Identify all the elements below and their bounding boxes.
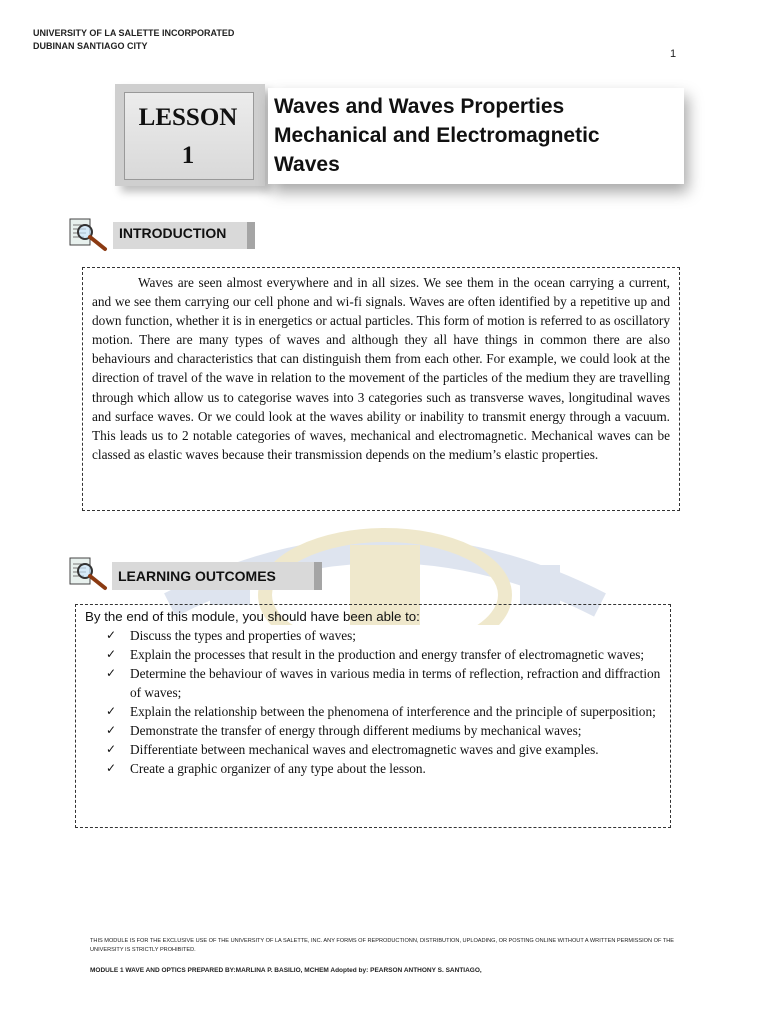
list-item	[106, 702, 666, 721]
introduction-paragraph: Waves are seen almost everywhere and in all sizes. We see them in the ocean carrying a current, and we see them carrying our cell phone and wi-fi signals. Waves are often identified by a repetitive up and down function, whether it is in energetics or actual particles. This form of motion is referred to as oscillatory motion. There are many types of waves and although they all have things in common there are also behaviours and characteristics that can distinguish them from each other. For example, we could look at the direction of travel of the wave in relation to the movement of the particles of the medium they are travelling through which allow us to categorise waves into 3 categories such as transverse waves, longitudinal waves and surface waves. Or we could look at the waves ability or inability to transmit energy through a vacuum. This leads us to 2 notable categories of waves, mechanical and electromagnetic. Mechanical waves can be classed as elastic waves because their transmission depends on the medium’s elastic properties.	[92, 275, 670, 462]
learning-outcomes-intro: By the end of this module, you should have been able to:	[85, 609, 420, 624]
list-item	[106, 759, 666, 778]
check-icon: ✓	[106, 628, 117, 642]
list-item	[106, 645, 666, 664]
outcome-text: Explain the relationship between the phenomena of interference and the principle of superposition;	[130, 704, 656, 719]
list-item	[106, 626, 666, 645]
outcome-text: Discuss the types and properties of waves;	[130, 628, 356, 643]
list-item	[106, 664, 666, 702]
outcome-text: Create a graphic organizer of any type about the lesson.	[130, 761, 426, 776]
check-icon: ✓	[106, 742, 117, 756]
list-item	[106, 740, 666, 759]
magnifier-document-icon	[68, 555, 108, 591]
outcome-text: Demonstrate the transfer of energy through different mediums by mechanical waves;	[130, 723, 582, 738]
lesson-number: 1	[181, 142, 195, 169]
outcome-text: Differentiate between mechanical waves and electromagnetic waves and give examples.	[130, 742, 599, 757]
lesson-title-line: Waves	[274, 153, 340, 176]
outcome-text: Determine the behaviour of waves in various media in terms of reflection, refraction and diffraction of waves;	[130, 666, 661, 700]
check-icon: ✓	[106, 704, 117, 718]
university-city: DUBINAN SANTIAGO CITY	[33, 41, 148, 51]
lesson-title-line: Waves and Waves Properties	[274, 95, 565, 118]
introduction-heading: INTRODUCTION	[113, 222, 255, 249]
introduction-text	[92, 273, 670, 464]
copyright-notice: THIS MODULE IS FOR THE EXCLUSIVE USE OF THE UNIVERSITY OF LA SALETTE, INC. ANY FORMS OF REPRODUCTIONN, DISTRIBUTION, UPLOADING, OR POSTING ONLINE WITHOUT A WRITTEN PERMISSION OF THE UNIVERSITY IS STRICTLY PROHIBITED.	[90, 938, 675, 953]
outcome-text: Explain the processes that result in the production and energy transfer of electromagnetic waves;	[130, 647, 645, 662]
learning-outcomes-list	[106, 626, 666, 778]
magnifier-document-icon	[68, 216, 108, 252]
lesson-title-line: Mechanical and Electromagnetic	[274, 124, 600, 147]
check-icon: ✓	[106, 647, 117, 661]
check-icon: ✓	[106, 666, 117, 680]
university-header	[33, 27, 234, 53]
module-credits: MODULE 1 WAVE AND OPTICS PREPARED BY:MARLINA P. BASILIO, MCHEM Adopted by: PEARSON ANTHONY S. SANTIAGO,	[90, 967, 482, 974]
check-icon: ✓	[106, 761, 117, 775]
lesson-title	[274, 92, 684, 179]
learning-outcomes-heading: LEARNING OUTCOMES	[112, 562, 322, 590]
university-name: UNIVERSITY OF LA SALETTE INCORPORATED	[33, 28, 235, 38]
lesson-label: LESSON	[138, 104, 238, 131]
page-number: 1	[670, 48, 677, 60]
list-item	[106, 721, 666, 740]
check-icon: ✓	[106, 723, 117, 737]
